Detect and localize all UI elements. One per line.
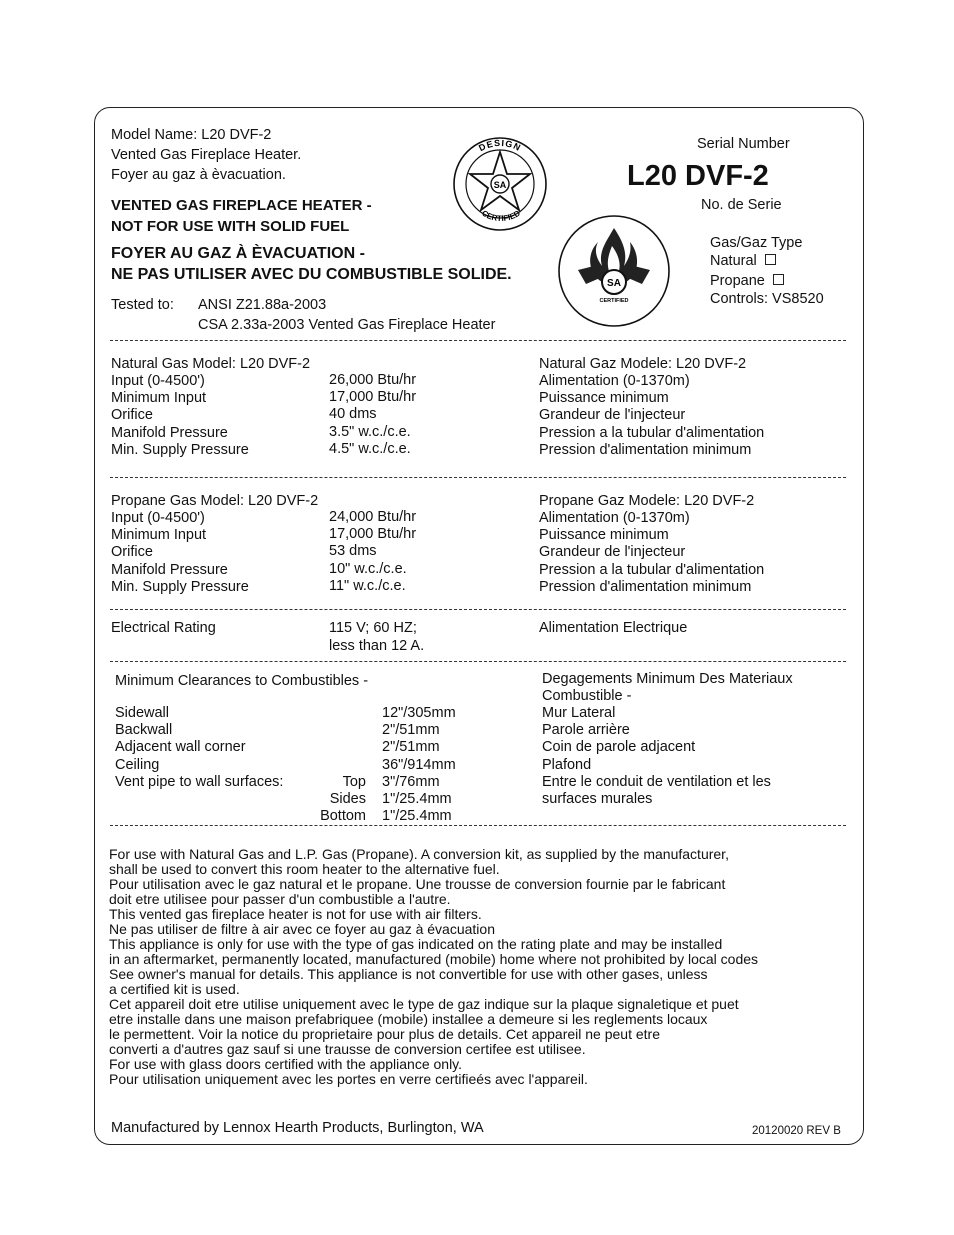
natural-fr-label: Pression d'alimentation minimum <box>539 441 752 458</box>
tested-standard-2: CSA 2.33a-2003 Vented Gas Fireplace Heater <box>198 317 496 333</box>
clearance-values <box>382 705 456 825</box>
note-line: Pour utilisation avec le gaz natural et le propane. Une trousse de conversion fournie par le fabricant <box>109 876 726 892</box>
natural-value: 40 dms <box>329 406 377 423</box>
propane-label: Minimum Input <box>111 527 207 544</box>
clearance-label: Ceiling <box>115 756 160 773</box>
warning-en-2: NOT FOR USE WITH SOLID FUEL <box>111 218 350 235</box>
note-line: See owner's manual for details. This appliance is not convertible for use with other gases, unless <box>109 966 708 982</box>
propane-checkbox <box>773 274 784 285</box>
clearance-fr-label: Coin de parole adjacent <box>542 739 696 756</box>
natural-fr-title: Natural Gaz Modele: L20 DVF-2 <box>539 356 747 372</box>
propane-fr-label: Pression a la tubular d'alimentation <box>539 561 765 578</box>
natural-label: Min. Supply Pressure <box>111 441 249 458</box>
note-line: shall be used to convert this room heater to the alternative fuel. <box>109 861 500 877</box>
model-name: Model Name: L20 DVF-2 <box>111 127 272 143</box>
propane-label: Orifice <box>111 544 153 561</box>
clearance-fr-label: Mur Lateral <box>542 705 616 721</box>
natural-label: Manifold Pressure <box>111 424 228 441</box>
svg-text:CERTIFIED <box>480 208 522 223</box>
propane-values <box>329 509 416 595</box>
natural-label: Orifice <box>111 407 153 424</box>
natural-fr-label: Puissance minimum <box>539 390 669 407</box>
vent-sub-label: Sides <box>329 791 366 808</box>
propane-fr-label: Puissance minimum <box>539 527 669 544</box>
propane-label: Manifold Pressure <box>111 561 228 578</box>
note-line: This vented gas fireplace heater is not for use with air filters. <box>109 906 482 922</box>
csa-flame-seal-icon <box>554 212 674 330</box>
propane-value: 24,000 Btu/hr <box>329 509 417 525</box>
clearance-fr-labels <box>542 705 771 808</box>
clearance-value: 2"/51mm <box>382 739 440 756</box>
propane-option: Propane <box>710 273 784 290</box>
clearances-title: Minimum Clearances to Combustibles - <box>115 673 369 689</box>
tested-label: Tested to: <box>111 297 174 313</box>
certified-label: CERTIFIED <box>480 208 522 224</box>
propane-label: Min. Supply Pressure <box>111 578 249 595</box>
divider <box>110 477 846 478</box>
clearance-labels <box>115 705 283 791</box>
electrical-value-2: less than 12 A. <box>329 638 425 654</box>
note-line: This appliance is only for use with the type of gas indicated on the rating plate and may be installed <box>109 936 723 952</box>
clearance-label: Vent pipe to wall surfaces: <box>115 773 284 790</box>
propane-value: 53 dms <box>329 543 377 560</box>
propane-fr-title: Propane Gaz Modele: L20 DVF-2 <box>539 493 755 509</box>
natural-checkbox <box>765 254 776 265</box>
design-label: DESIGN <box>477 137 523 154</box>
electrical-label: Electrical Rating <box>111 620 216 636</box>
propane-value: 17,000 Btu/hr <box>329 526 417 543</box>
note-line: converti a d'autres gaz sauf si une trausse de conversion certifee est utilisee. <box>109 1041 586 1057</box>
clearance-value: 1"/25.4mm <box>382 808 452 825</box>
note-line: Pour utilisation uniquement avec les portes en verre certifieés avec l'appareil. <box>109 1071 588 1087</box>
csa-mark: SA <box>493 180 507 190</box>
vent-sub-label: Bottom <box>320 808 366 825</box>
clearance-fr-label: surfaces murales <box>542 791 653 808</box>
propane-value: 10" w.c./c.e. <box>329 560 407 577</box>
natural-title: Natural Gas Model: L20 DVF-2 <box>111 356 311 372</box>
warning-en-1: VENTED GAS FIREPLACE HEATER - <box>111 197 372 214</box>
electrical-fr-label: Alimentation Electrique <box>539 620 688 636</box>
clearance-label: Adjacent wall corner <box>115 739 246 756</box>
serial-number-label: Serial Number <box>697 136 790 152</box>
design-certified-seal-icon <box>450 122 550 240</box>
clearance-fr-label: Parole arrière <box>542 722 630 739</box>
clearance-value: 1"/25.4mm <box>382 791 452 808</box>
note-line: etre installe dans une maison prefabriquee (mobile) installee a demeure si les reglements locaux <box>109 1011 708 1027</box>
propane-fr-label: Grandeur de l'injecteur <box>539 544 686 561</box>
clearance-value: 36"/914mm <box>382 756 456 773</box>
warning-fr-1: FOYER AU GAZ À ÈVACUATION - <box>111 245 365 262</box>
type-en: Vented Gas Fireplace Heater. <box>111 147 302 163</box>
natural-label: Minimum Input <box>111 390 207 407</box>
natural-option: Natural <box>710 253 776 270</box>
note-line: in an aftermarket, permanently located, manufactured (mobile) home where not prohibited by local codes <box>109 951 759 967</box>
warning-fr-2: NE PAS UTILISER AVEC DU COMBUSTIBLE SOLIDE. <box>111 266 512 283</box>
gas-type-label: Gas/Gaz Type <box>710 235 803 251</box>
divider <box>110 661 846 662</box>
clearance-value: 3"/76mm <box>382 773 440 790</box>
clearance-value: 12"/305mm <box>382 705 456 721</box>
certified-small-label: CERTIFIED <box>599 298 629 304</box>
propane-value: 11" w.c./c.e. <box>329 577 406 594</box>
propane-fr-label: Alimentation (0-1370m) <box>539 510 690 526</box>
clearance-fr-title: Degagements Minimum Des Materiaux Combustible - <box>542 671 793 705</box>
divider <box>110 609 846 610</box>
natural-values <box>329 372 416 458</box>
clearance-fr-label: Entre le conduit de ventilation et les <box>542 773 771 790</box>
note-line: le permettent. Voir la notice du proprietaire pour plus de details. Cet appareil ne peut etre <box>109 1026 660 1042</box>
vent-sub-labels <box>313 774 366 826</box>
serial-number-fr: No. de Serie <box>701 197 782 213</box>
natural-value: 26,000 Btu/hr <box>329 372 417 388</box>
vent-sub-label: Top <box>342 774 366 790</box>
propane-fr-label: Pression d'alimentation minimum <box>539 578 752 595</box>
natural-labels <box>111 373 249 459</box>
clearance-label: Backwall <box>115 722 173 739</box>
natural-value: 17,000 Btu/hr <box>329 389 417 406</box>
clearance-value: 2"/51mm <box>382 722 440 739</box>
propane-label: Input (0-4500') <box>111 510 205 526</box>
propane-labels <box>111 510 249 596</box>
type-fr: Foyer au gaz à èvacuation. <box>111 167 286 183</box>
propane-fr-labels <box>539 510 764 596</box>
csa-mark-2: SA <box>607 278 621 289</box>
manufacturer: Manufactured by Lennox Hearth Products, Burlington, WA <box>111 1120 484 1136</box>
natural-label: Input (0-4500') <box>111 373 205 389</box>
divider <box>110 340 846 341</box>
notes <box>109 847 758 1087</box>
tested-standard-1: ANSI Z21.88a-2003 <box>198 297 327 313</box>
model-number-large: L20 DVF-2 <box>627 160 769 192</box>
natural-fr-label: Grandeur de l'injecteur <box>539 407 686 424</box>
natural-fr-labels <box>539 373 764 459</box>
clearance-fr-label: Plafond <box>542 756 592 773</box>
natural-value: 4.5" w.c./c.e. <box>329 440 411 457</box>
note-line: For use with glass doors certified with the appliance only. <box>109 1056 463 1072</box>
natural-value: 3.5" w.c./c.e. <box>329 423 411 440</box>
note-line: Cet appareil doit etre utilise uniquement avec le type de gaz indique sur la plaque signaletique et puet <box>109 996 739 1012</box>
divider <box>110 825 846 826</box>
clearance-label: Sidewall <box>115 705 169 721</box>
note-line: a certified kit is used. <box>109 981 240 997</box>
controls: Controls: VS8520 <box>710 291 824 307</box>
propane-title: Propane Gas Model: L20 DVF-2 <box>111 493 319 509</box>
natural-fr-label: Pression a la tubular d'alimentation <box>539 424 765 441</box>
part-number: 20120020 REV B <box>752 1125 841 1137</box>
note-line: Ne pas utiliser de filtre à air avec ce foyer au gaz à évacuation <box>109 921 495 937</box>
natural-fr-label: Alimentation (0-1370m) <box>539 373 690 389</box>
electrical-value-1: 115 V; 60 HZ; <box>329 620 417 636</box>
note-line: doit etre utilisee pour passer d'un combustible a l'autre. <box>109 891 451 907</box>
note-line: For use with Natural Gas and L.P. Gas (Propane). A conversion kit, as supplied by the manufacturer, <box>109 846 729 862</box>
